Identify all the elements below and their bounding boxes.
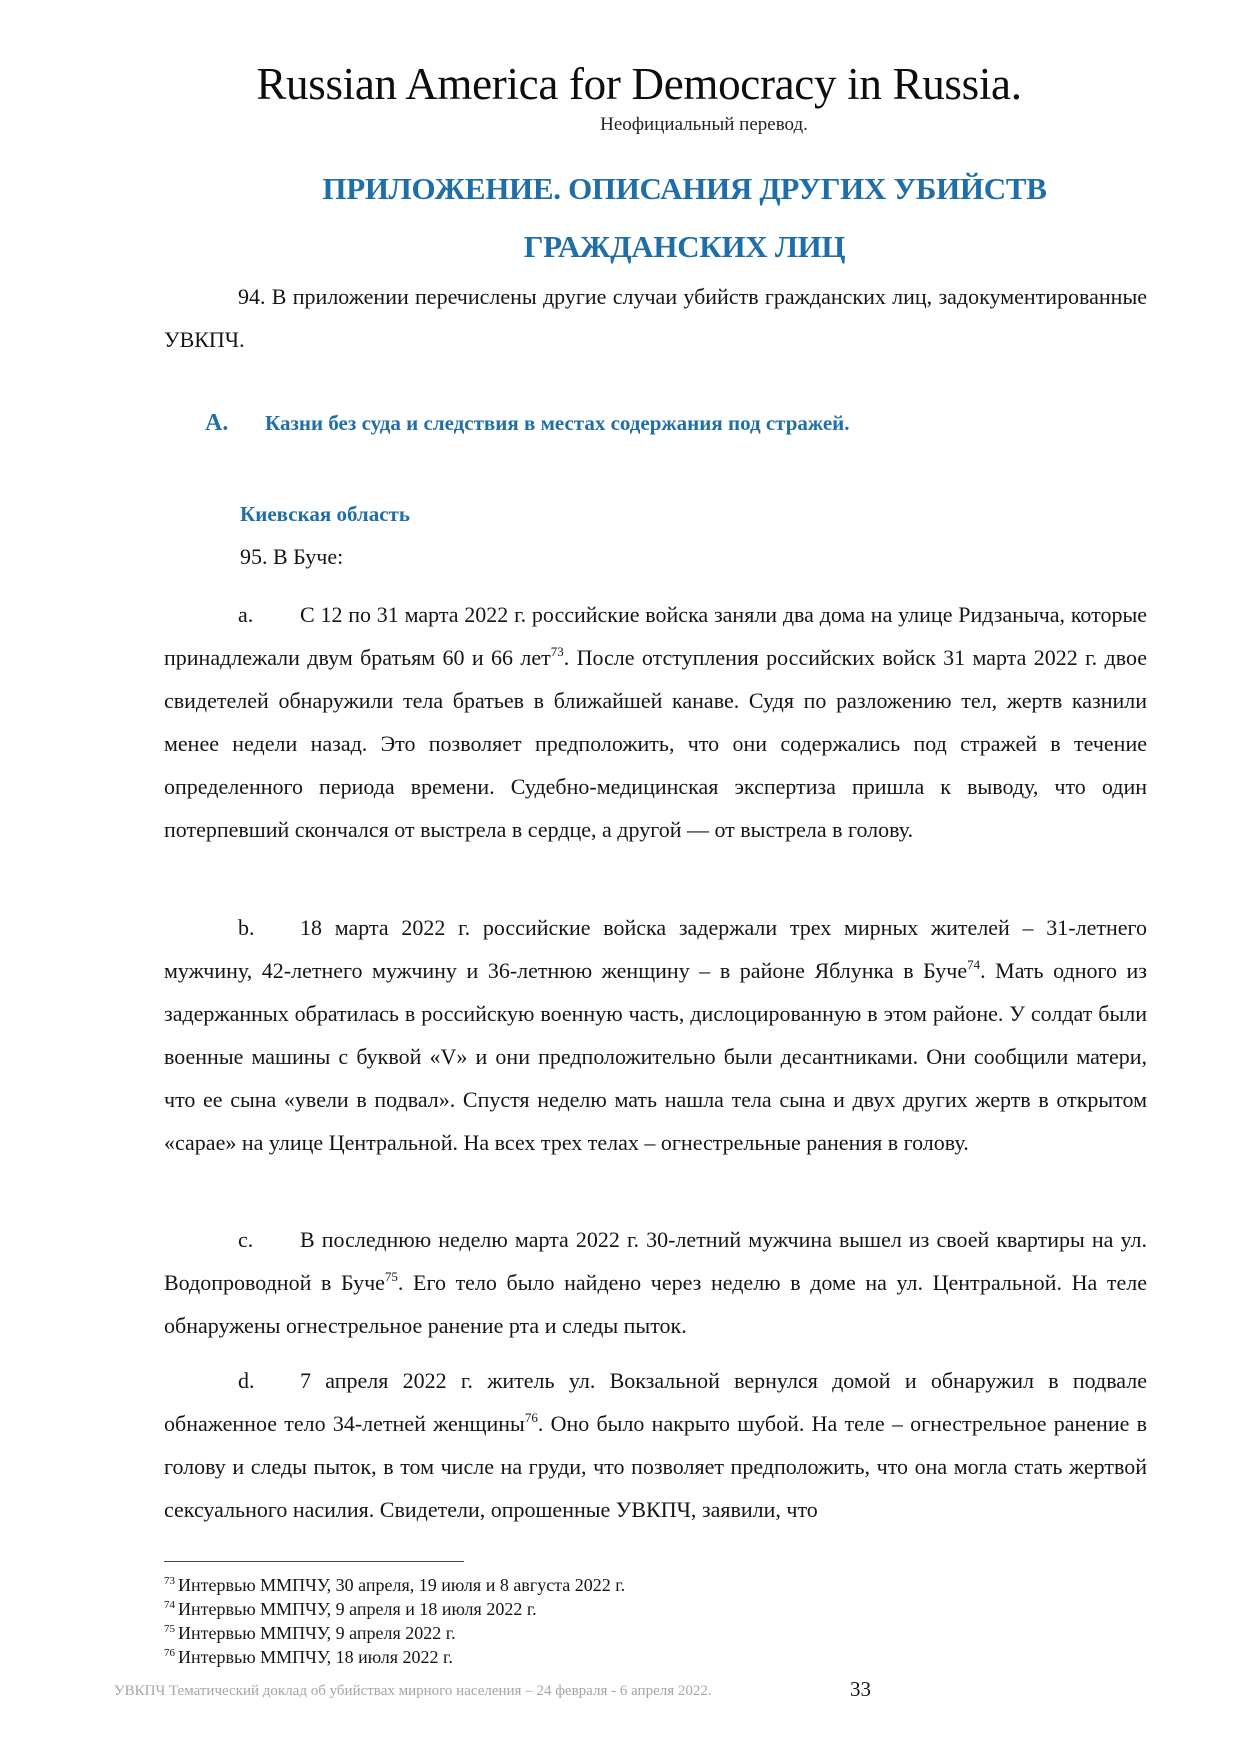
- footnote-76: [164, 1645, 625, 1669]
- item-text-cont: . Его тело было найдено через неделю в доме на ул. Центральной. На теле обнаружены огнестрельное ранение рта и следы пыток.: [164, 1270, 1147, 1338]
- item-text: С 12 по 31 марта 2022 г. российские войска заняли два дома на улице Ридзаныча, которые принадлежали двум братьям 60 и 66 лет: [164, 602, 1147, 670]
- footnotes: [164, 1573, 625, 1669]
- footnote-ref-76[interactable]: 76: [524, 1410, 538, 1425]
- footnote-number: 76: [164, 1647, 175, 1659]
- paragraph-number: 94.: [238, 284, 266, 309]
- translation-note: Неофициальный перевод.: [600, 114, 808, 135]
- item-letter: b.: [238, 915, 255, 940]
- footnote-text: Интервью ММПЧУ, 9 апреля 2022 г.: [178, 1623, 456, 1643]
- item-text: 7 апреля 2022 г. житель ул. Вокзальной вернулся домой и обнаружил в подвале обнаженное тело 34-летней женщины: [164, 1368, 1147, 1436]
- paragraph-number: 95.: [240, 544, 268, 569]
- footnote-73: [164, 1573, 625, 1597]
- footnote-text: Интервью ММПЧУ, 18 июля 2022 г.: [178, 1647, 453, 1667]
- item-letter: d.: [238, 1368, 255, 1393]
- footnote-number: 74: [164, 1599, 175, 1611]
- appendix-title-line-1: ПРИЛОЖЕНИЕ. ОПИСАНИЯ ДРУГИХ УБИЙСТВ: [322, 171, 1047, 206]
- item-text-cont: . Оно было накрыто шубой. На теле – огнестрельное ранение в голову и следы пыток, в том числе на груди, что позволяет предположить, что она могла стать жертвой сексуального насилия. Свидетели, опрошенные УВКПЧ, заявили, что: [164, 1411, 1147, 1522]
- section-heading-a: [205, 407, 850, 439]
- footnote-text: Интервью ММПЧУ, 30 апреля, 19 июля и 8 августа 2022 г.: [178, 1575, 626, 1595]
- list-item-d: [164, 1359, 1147, 1531]
- footnote-ref-74[interactable]: 74: [967, 957, 981, 972]
- footnote-74: [164, 1597, 625, 1621]
- paragraph-94: [164, 275, 1147, 361]
- paragraph-text: В приложении перечислены другие случаи убийств гражданских лиц, задокументированные УВКПЧ.: [164, 284, 1147, 352]
- section-letter: A.: [205, 410, 229, 436]
- list-item-a: [164, 593, 1147, 851]
- item-letter: a.: [238, 602, 254, 627]
- footnote-separator: [164, 1561, 464, 1562]
- appendix-title-line-2: ГРАЖДАНСКИХ ЛИЦ: [523, 229, 846, 264]
- list-item-b: [164, 906, 1147, 1164]
- footnote-ref-73[interactable]: 73: [550, 644, 564, 659]
- footnote-number: 73: [164, 1575, 175, 1587]
- footnote-75: [164, 1621, 625, 1645]
- appendix-title: [164, 160, 1147, 276]
- footnote-ref-75[interactable]: 75: [384, 1269, 398, 1284]
- paragraph-95: [240, 542, 343, 572]
- item-text: 18 марта 2022 г. российские войска задержали трех мирных жителей – 31-летнего мужчину, 42-летнего мужчину и 36-летнюю женщину – в районе Яблунка в Буче: [164, 915, 1147, 983]
- list-item-c: [164, 1218, 1147, 1347]
- footnote-text: Интервью ММПЧУ, 9 апреля и 18 июля 2022 г.: [178, 1599, 537, 1619]
- section-title: Казни без суда и следствия в местах содержания под стражей.: [265, 411, 850, 435]
- paragraph-text: В Буче:: [273, 544, 344, 569]
- item-text-cont: . После отступления российских войск 31 марта 2022 г. двое свидетелей обнаружили тела братьев в ближайшей канаве. Судя по разложению тел, жертв казнили менее недели назад. Это позволяет предположить, что они содержались под стражей в течение определенного периода времени. Судебно-медицинская экспертиза пришла к выводу, что один потерпевший скончался от выстрела в сердце, а другой — от выстрела в голову.: [164, 645, 1147, 842]
- item-text: В последнюю неделю марта 2022 г. 30-летний мужчина вышел из своей квартиры на ул. Водопроводной в Буче: [164, 1227, 1147, 1295]
- page-footer: УВКПЧ Тематический доклад об убийствах мирного населения – 24 февраля - 6 апреля 2022.: [114, 1683, 712, 1699]
- page-number: 33: [850, 1677, 871, 1701]
- item-text-cont: . Мать одного из задержанных обратилась в российскую военную часть, дислоцированную в этом районе. У солдат были военные машины с буквой «V» и они предположительно были десантниками. Они сообщили матери, что ее сына «увели в подвал». Спустя неделю мать нашла тела сына и двух других жертв в открытом «сарае» на улице Центральной. На всех трех телах – огнестрельные ранения в голову.: [164, 958, 1147, 1155]
- footnote-number: 75: [164, 1623, 175, 1635]
- region-heading: Киевская область: [240, 502, 410, 526]
- item-letter: c.: [238, 1227, 254, 1252]
- document-banner: Russian America for Democracy in Russia.: [256, 59, 1022, 109]
